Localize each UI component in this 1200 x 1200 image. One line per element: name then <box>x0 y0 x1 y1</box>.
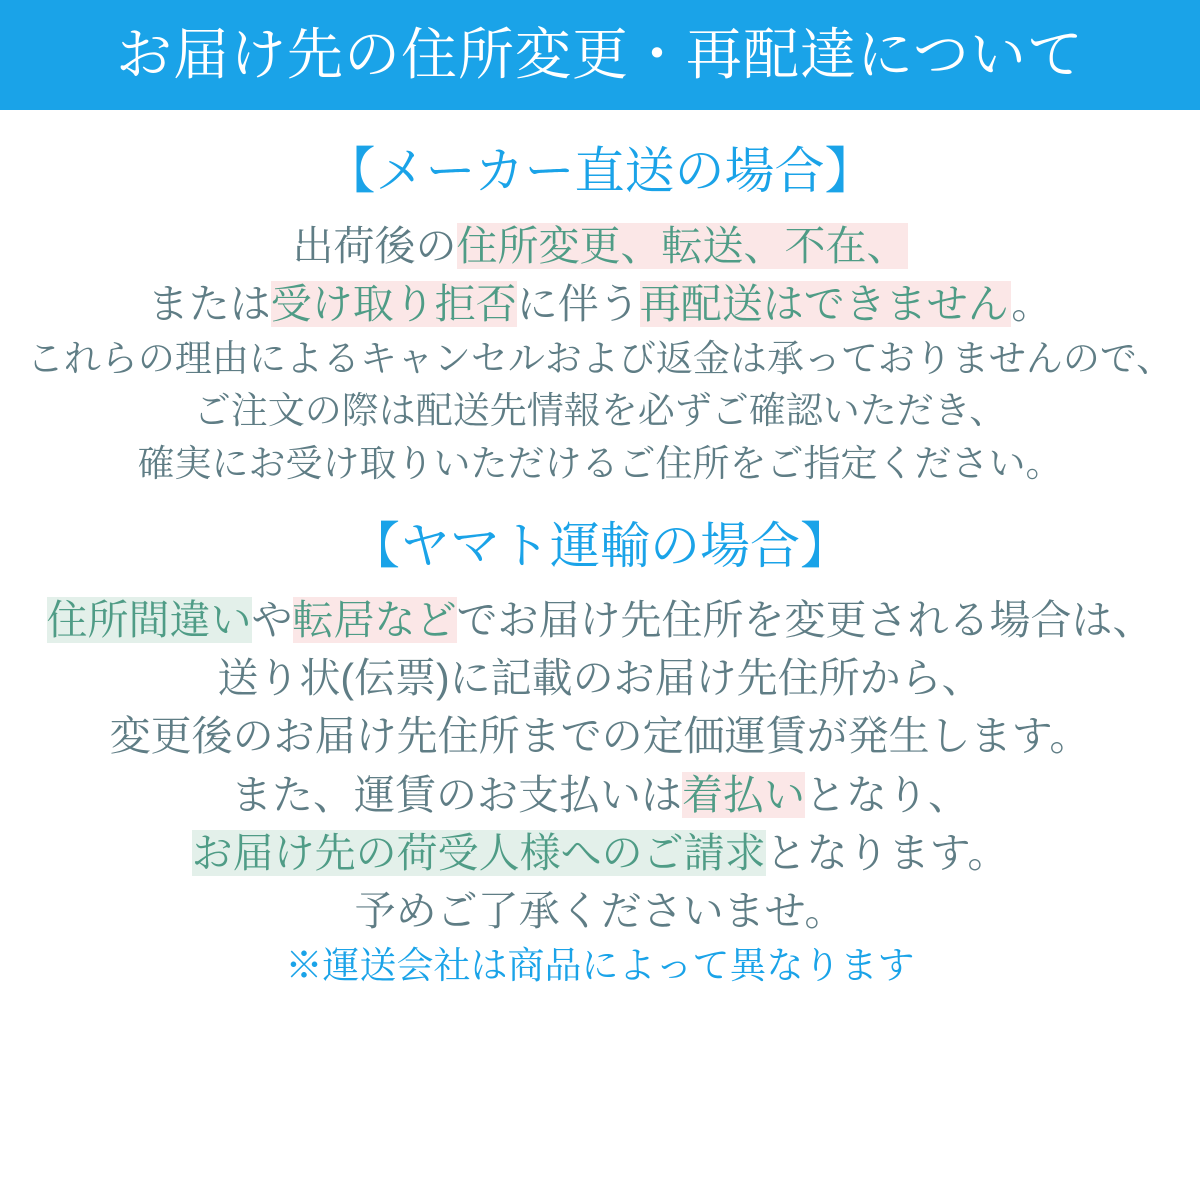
text-span: または <box>147 280 271 327</box>
yamato-line-6 <box>10 882 1190 940</box>
maker-line-2 <box>10 275 1190 333</box>
sections-container <box>10 140 1190 993</box>
text-span: 住所変更、転送、不在、 <box>456 222 908 269</box>
text-span: 。 <box>1011 280 1053 327</box>
text-span: 変更後のお届け先住所までの定価運賃が発生します。 <box>109 713 1091 760</box>
header-bar <box>0 0 1200 110</box>
text-span: また、運賃のお支払いは <box>231 771 682 818</box>
text-span: 住所間違い <box>46 597 252 644</box>
section-heading: 【ヤマト運輸の場合】 <box>350 517 850 574</box>
section-heading: 【メーカー直送の場合】 <box>325 143 875 199</box>
text-span: これらの理由によるキャンセルおよび返金は承っておりませんので、 <box>26 337 1174 379</box>
maker-line-4 <box>10 385 1190 438</box>
maker-line-5 <box>10 438 1190 491</box>
text-span: 転居など <box>292 597 457 644</box>
text-span: 再配送はできません <box>639 280 1012 327</box>
notice-section <box>10 515 1190 993</box>
text-span: 確実にお受け取りいただけるご住所をご指定ください。 <box>137 443 1063 484</box>
maker-line-1 <box>10 217 1190 275</box>
yamato-line-5 <box>10 824 1190 882</box>
text-span: お届け先の荷受人様へのご請求 <box>191 829 766 876</box>
text-span: に伴う <box>516 280 640 327</box>
notice-content <box>0 110 1200 993</box>
yamato-line-4 <box>10 766 1190 824</box>
text-span: となり、 <box>805 771 969 818</box>
notice-section <box>10 140 1190 491</box>
yamato-line-7 <box>10 940 1190 993</box>
maker-line-3 <box>10 333 1190 386</box>
text-span: 着払い <box>682 771 805 818</box>
text-span: でお届け先住所を変更される場合は、 <box>456 597 1154 644</box>
text-span: や <box>251 597 293 644</box>
text-span: となります。 <box>765 829 1009 876</box>
text-span: 送り状(伝票)に記載のお届け先住所から、 <box>217 655 983 702</box>
text-span: 予めご了承くださいませ。 <box>354 888 846 935</box>
yamato-line-2 <box>10 649 1190 707</box>
text-span: ご注文の際は配送先情報を必ずご確認いただき、 <box>193 390 1007 432</box>
text-span: 出荷後の <box>292 222 457 269</box>
yamato-line-3 <box>10 707 1190 765</box>
text-span: ※運送会社は商品によって異なります <box>285 945 915 987</box>
yamato-line-1 <box>10 591 1190 649</box>
text-span: 受け取り拒否 <box>270 280 517 327</box>
page-title: お届け先の住所変更・再配達について <box>116 23 1084 87</box>
